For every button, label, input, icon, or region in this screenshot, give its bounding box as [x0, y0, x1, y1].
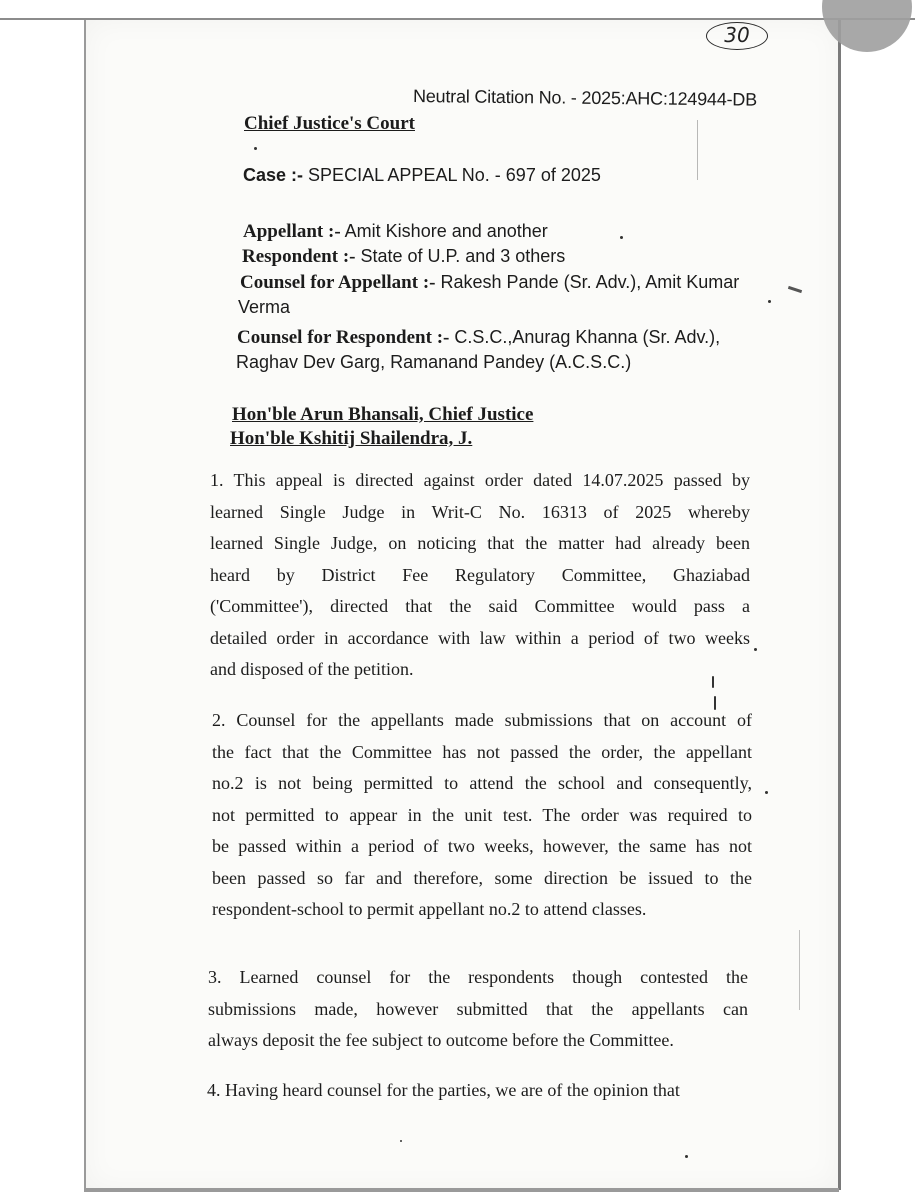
paragraph-line: learned Single Judge in Writ-C No. 16313 of 2025 whereby	[210, 501, 750, 522]
scan-speck	[754, 648, 757, 651]
scan-speck	[714, 696, 716, 710]
paragraph-3	[208, 962, 748, 1057]
scan-line	[799, 930, 800, 1010]
case-number: SPECIAL APPEAL No. - 697 of 2025	[308, 165, 601, 185]
paragraph-line: not permitted to appear in the unit test. The order was required to	[212, 804, 752, 825]
paragraph-1	[210, 465, 750, 686]
paragraph-line: be passed within a period of two weeks, however, the same has not	[212, 836, 752, 856]
counsel-respondent-continuation: Raghav Dev Garg, Ramanand Pandey (A.C.S.C.)	[236, 352, 632, 372]
counsel-respondent-label: Counsel for Respondent :-	[237, 327, 450, 348]
counsel-appellant-line	[240, 272, 739, 294]
scan-speck	[400, 1140, 402, 1142]
appellant-label: Appellant :-	[243, 221, 341, 242]
case-label: Case :-	[243, 165, 304, 185]
paragraph-line: heard by District Fee Regulatory Committee, Ghaziabad	[210, 564, 750, 585]
respondent-value: State of U.P. and 3 others	[360, 246, 566, 266]
paragraph-4	[207, 1075, 737, 1107]
paragraph-line: 2. Counsel for the appellants made submissions that on account of	[212, 710, 752, 730]
bench-judge-1: Hon'ble Arun Bhansali, Chief Justice	[232, 404, 534, 425]
scan-speck	[768, 300, 771, 303]
counsel-appellant-value: Rakesh Pande (Sr. Adv.), Amit Kumar	[440, 272, 740, 292]
paragraph-line: detailed order in accordance with law within a period of two weeks	[210, 627, 750, 648]
bench-judge-2: Hon'ble Kshitij Shailendra, J.	[230, 428, 473, 449]
case-line	[243, 165, 601, 186]
paragraph-line: respondent-school to permit appellant no.2 to attend classes.	[212, 899, 647, 919]
counsel-respondent-value: C.S.C.,Anurag Khanna (Sr. Adv.),	[454, 327, 721, 347]
appellant-line	[243, 221, 548, 243]
respondent-line	[242, 246, 565, 268]
court-name: Chief Justice's Court	[244, 113, 415, 134]
paragraph-2	[212, 705, 752, 926]
page-number-stamp: 30	[706, 22, 768, 50]
scan-speck	[712, 676, 714, 688]
counsel-appellant-continuation: Verma	[238, 297, 291, 317]
paragraph-line: 4. Having heard counsel for the parties, we are of the opinion that	[207, 1080, 680, 1100]
counsel-respondent-line	[237, 327, 720, 349]
counsel-appellant-label: Counsel for Appellant :-	[240, 272, 436, 293]
paragraph-line: been passed so far and therefore, some direction be issued to the	[212, 867, 752, 888]
paragraph-line: no.2 is not being permitted to attend the school and consequently,	[212, 773, 752, 793]
scan-speck	[685, 1155, 688, 1158]
paragraph-line: learned Single Judge, on noticing that the matter had already been	[210, 533, 750, 553]
paragraph-line: ('Committee'), directed that the said Committee would pass a	[210, 596, 750, 616]
scan-speck	[620, 236, 623, 239]
scan-line	[697, 120, 698, 180]
scan-speck	[765, 791, 768, 794]
paragraph-line: submissions made, however submitted that the appellants can	[208, 998, 748, 1019]
paragraph-line: always deposit the fee subject to outcome before the Committee.	[208, 1030, 674, 1050]
appellant-value: Amit Kishore and another	[344, 221, 548, 241]
page-bottom-edge	[84, 1188, 839, 1192]
viewer-top-edge	[0, 0, 915, 20]
respondent-label: Respondent :-	[242, 246, 356, 267]
paragraph-line: 1. This appeal is directed against order dated 14.07.2025 passed by	[210, 470, 750, 490]
scan-speck	[254, 147, 257, 150]
neutral-citation: Neutral Citation No. - 2025:AHC:124944-DB	[412, 86, 758, 110]
paragraph-line: 3. Learned counsel for the respondents though contested the	[208, 967, 748, 987]
paragraph-line: the fact that the Committee has not passed the order, the appellant	[212, 741, 752, 762]
paragraph-line: and disposed of the petition.	[210, 659, 414, 679]
